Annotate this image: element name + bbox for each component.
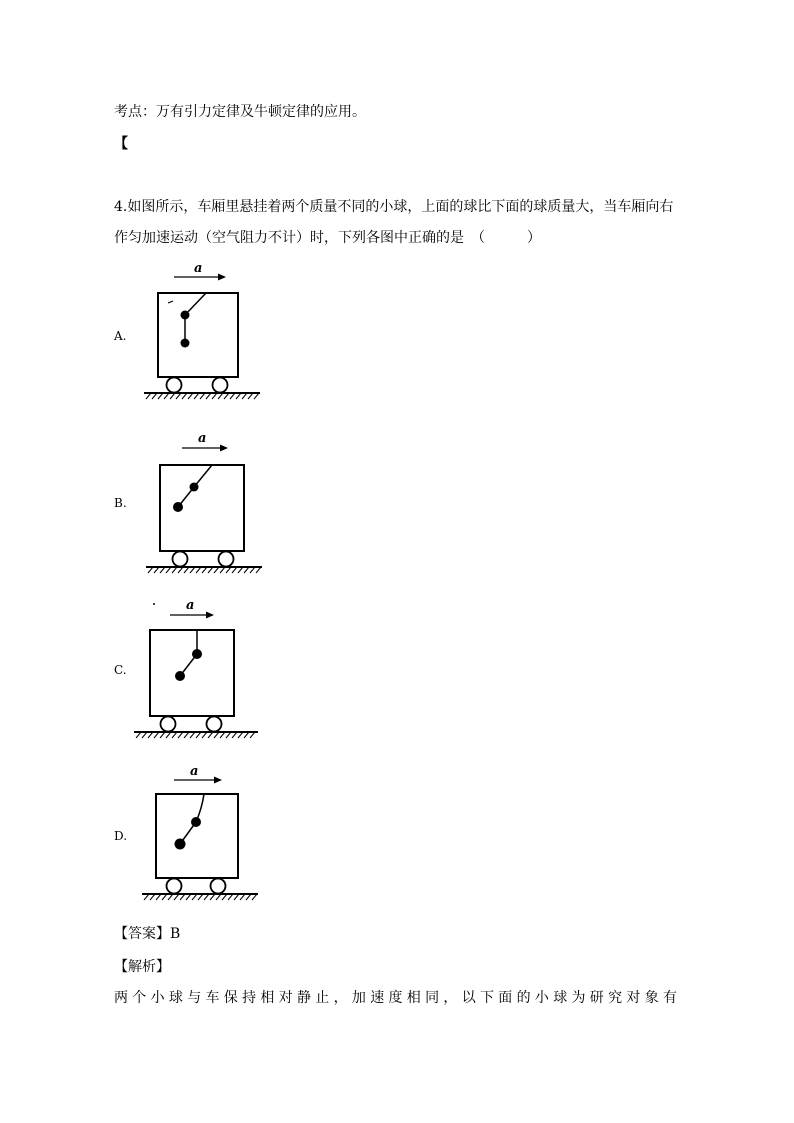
figure-a bbox=[140, 255, 270, 407]
analysis-text: 两个小球与车保持相对静止，加速度相同，以下面的小球为研究对象有 bbox=[114, 990, 680, 1006]
accel-label-c: a bbox=[186, 598, 195, 613]
lower-ball-c bbox=[175, 671, 185, 681]
answer: 【答案】B bbox=[114, 926, 181, 942]
car-body-c bbox=[150, 630, 234, 716]
wheel-left-c bbox=[161, 717, 176, 732]
accel-label-d: a bbox=[190, 764, 199, 779]
question-line-1: 4.如图所示，车厢里悬挂着两个质量不同的小球，上面的球比下面的球质量大，当车厢向右 bbox=[114, 199, 674, 215]
option-a-label: A. bbox=[114, 329, 127, 343]
lower-ball-a bbox=[181, 339, 190, 348]
figure-d-diagram bbox=[138, 758, 268, 910]
figure-a-diagram bbox=[140, 255, 270, 407]
car-body-a bbox=[158, 293, 238, 377]
option-c-label: C. bbox=[114, 663, 127, 677]
question-line-2: 作匀加速运动（空气阻力不计）时，下列各图中正确的是 （ ） bbox=[114, 230, 541, 246]
wheel-left-a bbox=[167, 378, 182, 393]
exam-point-note: 考点：万有引力定律及牛顿定律的应用。 bbox=[114, 104, 366, 120]
lower-ball-d bbox=[175, 839, 186, 850]
lower-ball-b bbox=[173, 502, 183, 512]
analysis-title: 【解析】 bbox=[114, 959, 170, 975]
wheel-left-d bbox=[167, 879, 182, 894]
wheel-right-d bbox=[211, 879, 226, 894]
car-body-d bbox=[156, 794, 238, 878]
wheel-right-a bbox=[213, 378, 228, 393]
wheel-right-c bbox=[207, 717, 222, 732]
figure-b bbox=[142, 425, 272, 577]
figure-c-diagram bbox=[132, 592, 272, 744]
figure-c bbox=[132, 592, 272, 744]
open-bracket: 【 bbox=[114, 136, 128, 152]
figure-b-diagram bbox=[142, 425, 272, 577]
wheel-left-b bbox=[173, 552, 188, 567]
option-b-label: B. bbox=[114, 496, 127, 510]
string-upper-a bbox=[185, 293, 206, 315]
option-d-label: D. bbox=[114, 829, 128, 843]
accel-label-b: a bbox=[198, 431, 207, 446]
accel-label-a: a bbox=[194, 261, 203, 276]
figure-d bbox=[138, 758, 268, 910]
wheel-right-b bbox=[219, 552, 234, 567]
